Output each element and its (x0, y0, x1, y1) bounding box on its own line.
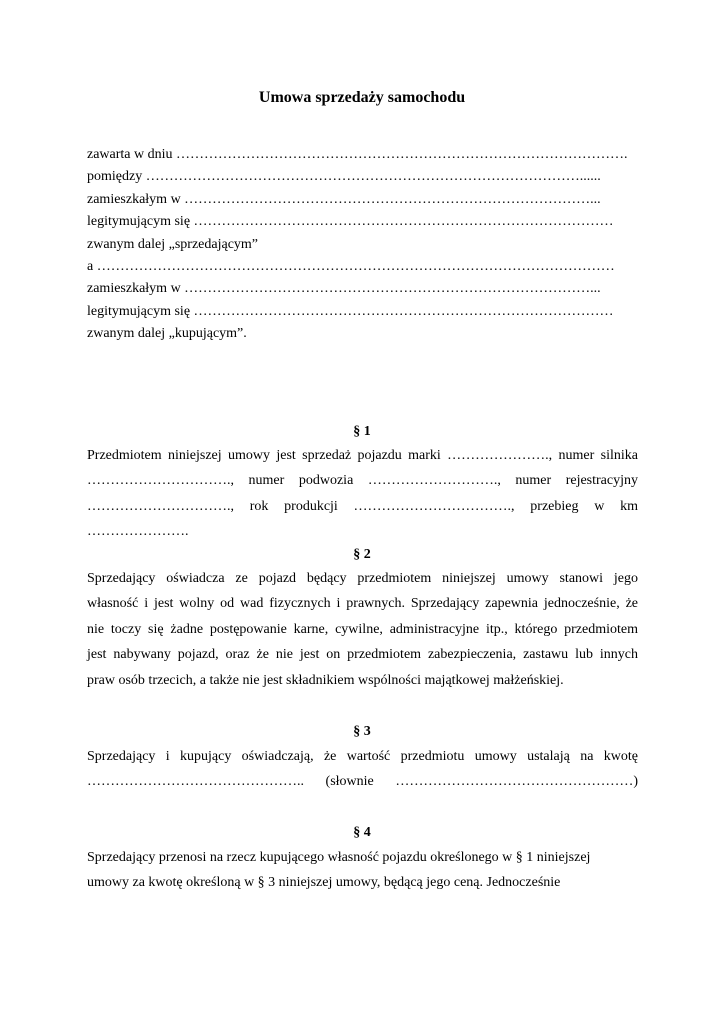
section-2-line: nie toczy się żadne postępowanie karne, cywilne, administracyjne itp., którego przedmiotem (87, 621, 638, 637)
section-4-body (87, 845, 647, 896)
party-line-buyer-label: zwanym dalej „kupującym”. (87, 326, 247, 342)
section-2-body (87, 566, 638, 693)
party-line-seller-address: zamieszkałym w ……………………………………………………………………………... (87, 191, 601, 207)
section-1-line: …………………………., numer podwozia ………………………., numer rejestracyjny (87, 473, 638, 489)
section-3-heading: § 3 (353, 724, 371, 739)
party-line-seller-id: legitymującym się ……………………………………………………………………………… (87, 214, 614, 230)
parties-block (87, 144, 647, 346)
section-2-line: Sprzedający oświadcza ze pojazd będący przedmiotem niniejszej umowy stanowi jego (87, 571, 638, 586)
party-line-buyer-id: legitymującym się ……………………………………………………………………………… (87, 303, 614, 319)
section-3-line: Sprzedający i kupujący oświadczają, że wartość przedmiotu umowy ustalają na kwotę (87, 749, 638, 764)
section-3-body (87, 744, 638, 795)
section-4-line: umowy za kwotę określoną w § 3 niniejszej umowy, będącą jego ceną. Jednocześnie (87, 875, 561, 891)
section-2-line: praw osób trzecich, a także nie jest składnikiem wspólności majątkowej małżeńskiej. (87, 672, 564, 688)
party-line-buyer-address: zamieszkałym w ……………………………………………………………………………... (87, 281, 601, 297)
section-2-heading: § 2 (353, 547, 371, 562)
section-2-line: własność i jest wolny od wad fizycznych i prawnych. Sprzedający zapewnia jednocześnie, że (87, 596, 638, 612)
section-1-body (87, 443, 638, 545)
section-3-line: ……………………………………….. (słownie ……………………………………………) (87, 774, 638, 790)
party-line-seller-label: zwanym dalej „sprzedającym” (87, 236, 259, 252)
party-line-between: pomiędzy …………………………………………………………………………………...... (87, 169, 601, 185)
party-line-date: zawarta w dniu ……………………………………………………………………………………. (87, 147, 628, 162)
section-4-line: Sprzedający przenosi na rzecz kupującego własność pojazdu określonego w § 1 niniejszej (87, 850, 591, 865)
section-4-heading: § 4 (353, 825, 371, 840)
section-1-heading: § 1 (353, 424, 371, 439)
section-2-line: jest nabywany pojazd, oraz że nie jest on przedmiotem zabezpieczenia, zastawu lub innych (87, 647, 638, 663)
section-1-line: …………………………., rok produkcji ……………………………., przebieg w km (87, 498, 638, 514)
party-line-and: a ………………………………………………………………………………………………… (87, 258, 615, 274)
section-1-line: …………………. (87, 524, 189, 540)
document-title: Umowa sprzedaży samochodu (258, 89, 466, 106)
section-1-line: Przedmiotem niniejszej umowy jest sprzedaż pojazdu marki …………………., numer silnika (87, 448, 638, 463)
